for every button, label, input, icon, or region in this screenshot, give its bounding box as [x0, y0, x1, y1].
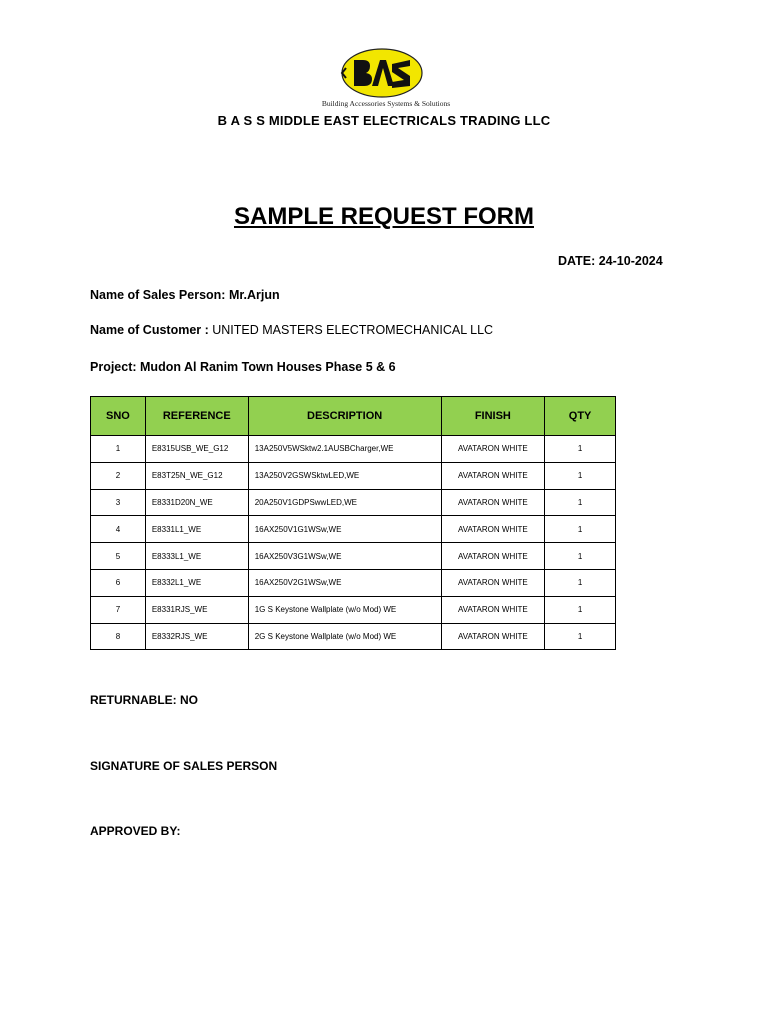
column-header: QTY	[545, 397, 616, 436]
project-value: Mudon Al Ranim Town Houses Phase 5 & 6	[140, 360, 396, 374]
table-cell: 1	[545, 516, 616, 543]
table-cell: AVATARON WHITE	[441, 623, 545, 650]
table-cell: 3	[91, 489, 146, 516]
table-cell: 6	[91, 569, 146, 596]
table-cell: 1G S Keystone Wallplate (w/o Mod) WE	[248, 596, 441, 623]
project-field	[90, 360, 396, 374]
signature-label: SIGNATURE OF SALES PERSON	[90, 759, 278, 773]
returnable-label: RETURNABLE: NO	[90, 693, 198, 707]
table-row	[91, 543, 616, 570]
table-cell: 1	[545, 543, 616, 570]
table-cell: E8332RJS_WE	[145, 623, 248, 650]
table-row	[91, 569, 616, 596]
table-cell: 16AX250V1G1WSw,WE	[248, 516, 441, 543]
table-cell: E8331RJS_WE	[145, 596, 248, 623]
table-row	[91, 516, 616, 543]
company-name: B A S S MIDDLE EAST ELECTRICALS TRADING LLC	[217, 113, 551, 128]
table-cell: 16AX250V3G1WSw,WE	[248, 543, 441, 570]
sales-person-value: Mr.Arjun	[228, 288, 280, 302]
customer-label: Name of Customer :	[90, 323, 213, 337]
customer-value: UNITED MASTERS ELECTROMECHANICAL LLC	[212, 323, 494, 337]
table-cell: 1	[545, 489, 616, 516]
table-cell: E8331L1_WE	[145, 516, 248, 543]
table-cell: 1	[91, 436, 146, 463]
table-cell: 1	[545, 436, 616, 463]
form-title: SAMPLE REQUEST FORM	[233, 203, 534, 230]
table-cell: 1	[545, 569, 616, 596]
approved-by-label: APPROVED BY:	[90, 824, 181, 838]
table-cell: 13A250V5WSktw2.1AUSBCharger,WE	[248, 436, 441, 463]
sales-person-field	[90, 288, 280, 302]
table-cell: 1	[545, 623, 616, 650]
table-cell: E8333L1_WE	[145, 543, 248, 570]
table-cell: AVATARON WHITE	[441, 596, 545, 623]
logo-tagline: Building Accessories Systems & Solutions	[321, 99, 451, 108]
table-cell: E8331D20N_WE	[145, 489, 248, 516]
table-cell: 2	[91, 462, 146, 489]
table-cell: AVATARON WHITE	[441, 436, 545, 463]
table-header-row	[91, 397, 616, 436]
customer-field	[90, 323, 493, 337]
table-cell: 7	[91, 596, 146, 623]
table-cell: AVATARON WHITE	[441, 569, 545, 596]
table-cell: 4	[91, 516, 146, 543]
table-cell: 1	[545, 462, 616, 489]
items-table	[90, 396, 616, 650]
sales-person-label: Name of Sales Person:	[90, 288, 229, 302]
table-cell: E8315USB_WE_G12	[145, 436, 248, 463]
table-row	[91, 462, 616, 489]
table-cell: 13A250V2GSWSktwLED,WE	[248, 462, 441, 489]
table-cell: 16AX250V2G1WSw,WE	[248, 569, 441, 596]
company-logo	[306, 46, 466, 108]
table-cell: 20A250V1GDPSwwLED,WE	[248, 489, 441, 516]
table-cell: AVATARON WHITE	[441, 462, 545, 489]
table-cell: E8332L1_WE	[145, 569, 248, 596]
table-cell: AVATARON WHITE	[441, 516, 545, 543]
column-header: SNO	[91, 397, 146, 436]
column-header: DESCRIPTION	[248, 397, 441, 436]
table-row	[91, 436, 616, 463]
table-cell: AVATARON WHITE	[441, 489, 545, 516]
project-label: Project:	[90, 360, 141, 374]
table-row	[91, 596, 616, 623]
table-cell: AVATARON WHITE	[441, 543, 545, 570]
column-header: FINISH	[441, 397, 545, 436]
form-date: DATE: 24-10-2024	[558, 254, 663, 268]
table-row	[91, 489, 616, 516]
table-cell: 1	[545, 596, 616, 623]
table-cell: 2G S Keystone Wallplate (w/o Mod) WE	[248, 623, 441, 650]
table-cell: 5	[91, 543, 146, 570]
table-row	[91, 623, 616, 650]
column-header: REFERENCE	[145, 397, 248, 436]
table-cell: E83T25N_WE_G12	[145, 462, 248, 489]
table-cell: 8	[91, 623, 146, 650]
